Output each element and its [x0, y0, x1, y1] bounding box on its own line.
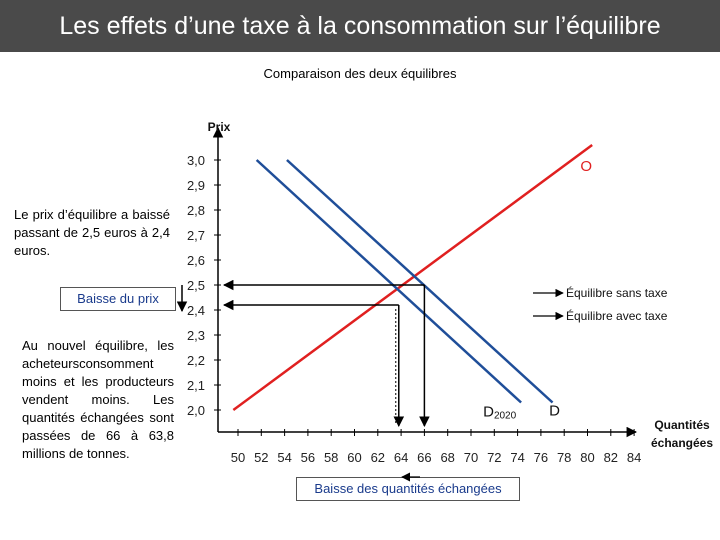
x-tick-label: 68 — [440, 450, 455, 465]
x-tick-label: 58 — [323, 450, 339, 465]
demand-curve-after-tax — [257, 160, 521, 403]
price-drop-box: Baisse du prix — [60, 287, 176, 311]
x-tick-label: 80 — [580, 450, 595, 465]
y-tick-label: 2,3 — [186, 328, 206, 343]
y-tick-label: 2,2 — [186, 353, 206, 368]
x-tick-label: 66 — [417, 450, 432, 465]
demand-curve — [287, 160, 553, 403]
y-tick-label: 2,1 — [186, 378, 206, 393]
chart-title: Comparaison des deux équilibres — [263, 66, 457, 81]
curves — [233, 145, 592, 422]
x-tick-label: 76 — [533, 450, 549, 465]
x-tick-label: 60 — [347, 450, 362, 465]
quantity-drop-box: Baisse des quantités échangées — [296, 477, 520, 501]
x-axis-label: échangées — [650, 436, 714, 450]
x-tick-label: 70 — [463, 450, 479, 465]
y-tick-label: 2,5 — [186, 278, 206, 293]
supply-curve — [233, 145, 592, 410]
y-tick-label: 2,4 — [186, 303, 206, 318]
demand-label: D — [549, 402, 560, 420]
x-tick-label: 52 — [254, 450, 269, 465]
x-tick-label: 82 — [603, 450, 619, 465]
quantity-explanation: Au nouvel équilibre, les acheteursconsomment moins et les producteurs vendent moins. Les quantités échangées sont passées de 66 à 63,8 millions de tonnes. — [22, 338, 174, 461]
x-tick-label: 74 — [510, 450, 525, 465]
x-tick-label: 78 — [556, 450, 572, 465]
x-tick-label: 84 — [626, 450, 642, 465]
supply-label: O — [580, 158, 592, 175]
x-tick-label: 54 — [277, 450, 292, 465]
y-tick-label: 2,7 — [186, 228, 206, 243]
y-tick-label: 2,9 — [186, 178, 206, 193]
y-tick-label: 2,6 — [186, 253, 206, 268]
x-tick-label: 62 — [370, 450, 386, 465]
x-tick-label: 72 — [487, 450, 502, 465]
equilibrium-label: Équilibre sans taxe — [566, 286, 668, 300]
y-tick-label: 2,8 — [186, 203, 206, 218]
annotations — [182, 285, 668, 477]
y-axis-label: Prix — [207, 120, 231, 134]
demand-after-tax-label: D2020 — [483, 403, 517, 422]
y-tick-label: 2,0 — [186, 403, 206, 418]
page-title: Les effets d’une taxe à la consommation sur l’équilibre — [0, 0, 720, 52]
y-tick-label: 3,0 — [186, 153, 206, 168]
x-tick-label: 56 — [300, 450, 316, 465]
x-tick-label: 50 — [230, 450, 246, 465]
price-explanation: Le prix d’équilibre a baissé passant de 2,5 euros à 2,4 euros. — [14, 207, 170, 258]
equilibrium-label: Équilibre avec taxe — [566, 309, 668, 323]
x-axis-label: Quantités — [654, 418, 710, 432]
x-tick-label: 64 — [393, 450, 409, 465]
